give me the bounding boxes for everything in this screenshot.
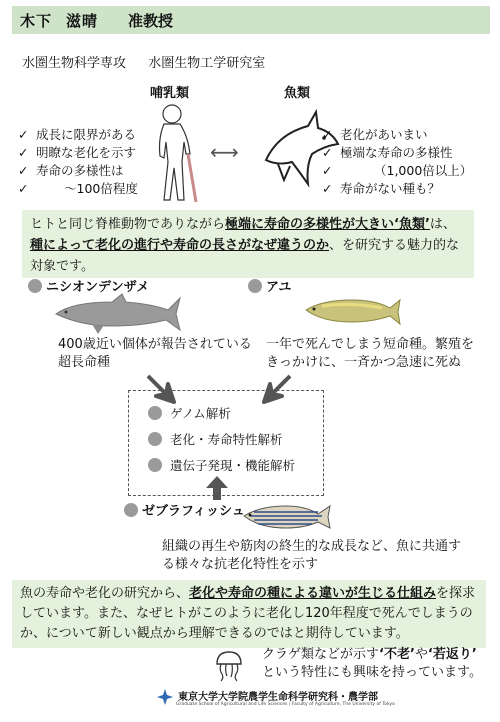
jellyfish-text: や — [414, 647, 428, 662]
arrow-up-icon — [204, 474, 230, 502]
zebrafish-description: 組織の再生や筋肉の終生的な成長など、魚に共通する様々な抗老化特性を示す — [162, 539, 462, 572]
fish-points — [322, 126, 472, 198]
bullet-dot-icon — [28, 279, 42, 293]
ayu-illustration — [302, 294, 402, 328]
elderly-person-illustration — [150, 102, 204, 204]
analysis-list — [148, 400, 295, 478]
analysis-item — [148, 400, 295, 426]
fish-sub: ✓ （1,000倍以上） — [322, 162, 472, 180]
intro-highlight-1: 極端に寿命の多様性が大きい‘魚類’ — [225, 217, 430, 232]
ayu-description: 一年で死んでしまう短命種。繁殖をきっかけに、一斉かつ急速に死ぬ — [266, 337, 475, 370]
analysis-label: 老化・寿命特性解析 — [170, 432, 283, 447]
affiliation — [22, 52, 265, 71]
bullet-dot-icon — [148, 406, 162, 420]
analysis-label: ゲノム解析 — [170, 406, 231, 421]
ayu-name: アユ — [266, 280, 292, 295]
shark-name: ニシオンデンザメ — [46, 280, 150, 295]
intro-box — [22, 210, 474, 278]
analysis-item — [148, 426, 295, 452]
laboratory: 水圏生物工学研究室 — [148, 56, 266, 71]
ayu-species-title — [248, 276, 291, 295]
research-highlight: 老化や寿命の種による違いが生じる仕組み — [189, 586, 437, 601]
intro-highlight-2: 種によって老化の進行や寿命の長さがなぜ違うのか — [30, 238, 330, 253]
surname: 木下 — [20, 12, 53, 30]
fish-point: ✓ 寿命がない種も？ — [322, 180, 472, 198]
mammal-sub: ✓ 〜100倍程度 — [18, 180, 138, 198]
zebrafish-illustration — [240, 500, 332, 534]
greenland-shark-illustration — [52, 292, 182, 336]
footer — [0, 684, 500, 722]
researcher-name — [20, 10, 112, 31]
bullet-dot-icon — [148, 432, 162, 446]
mammal-point: ✓ 明瞭な老化を示す — [18, 144, 138, 162]
zebrafish-species-title — [124, 500, 245, 519]
university-name: 東京大学大学院農学生命科学研究科・農学部 — [178, 692, 378, 703]
mammals-title: 哺乳類 — [150, 86, 190, 101]
mammal-point: ✓ 成長に限界がある — [18, 126, 138, 144]
zebrafish-name: ゼブラフィッシュ — [142, 504, 245, 519]
position-title: 准教授 — [128, 12, 174, 30]
double-arrow-icon: ⟷ — [210, 140, 239, 164]
research-box — [12, 580, 486, 648]
shark-description: 400歳近い個体が報告されている超長命種 — [58, 337, 252, 370]
research-text-2: を探求しています。また、なぜヒトがこのように老化し120年程度で死んでしまうのか、について新しい観点から理解できるのではと期待しています。 — [20, 586, 476, 641]
university-english-name: Graduate School of Agricultural and Life Sciences / Faculty of Agriculture, The University of Tokyo — [176, 702, 395, 707]
jellyfish-term-rejuvenation: ‘若返り’ — [427, 647, 477, 662]
mammal-points — [18, 126, 138, 198]
research-text-1: 魚の寿命や老化の研究から、 — [20, 586, 190, 601]
department: 水圏生物科学専攻 — [22, 56, 127, 71]
intro-text-3: 、を研究する魅力的な対象です。 — [30, 238, 460, 274]
analysis-label: 遺伝子発現・機能解析 — [170, 458, 296, 473]
jellyfish-icon — [214, 650, 244, 682]
bullet-dot-icon — [124, 503, 138, 517]
jellyfish-text: クラゲ類などが示す — [262, 647, 380, 662]
intro-text-1: ヒトと同じ脊椎動物でありながら — [30, 217, 226, 232]
mammal-point: ✓ 寿命の多様性は — [18, 162, 138, 180]
fish-point: ✓ 老化があいまい — [322, 126, 472, 144]
intro-text-2: は、 — [429, 217, 456, 232]
jellyfish-term-ageless: ‘不老’ — [379, 647, 415, 662]
bullet-dot-icon — [148, 458, 162, 472]
jellyfish-line-2: という特性にも興味を持っています。 — [262, 665, 482, 680]
bullet-dot-icon — [248, 279, 262, 293]
fish-title: 魚類 — [284, 86, 311, 101]
jellyfish-line-1 — [262, 646, 477, 664]
fish-point: ✓ 極端な寿命の多様性 — [322, 144, 472, 162]
university-logo-icon — [156, 688, 174, 706]
given-name: 滋晴 — [66, 12, 99, 30]
